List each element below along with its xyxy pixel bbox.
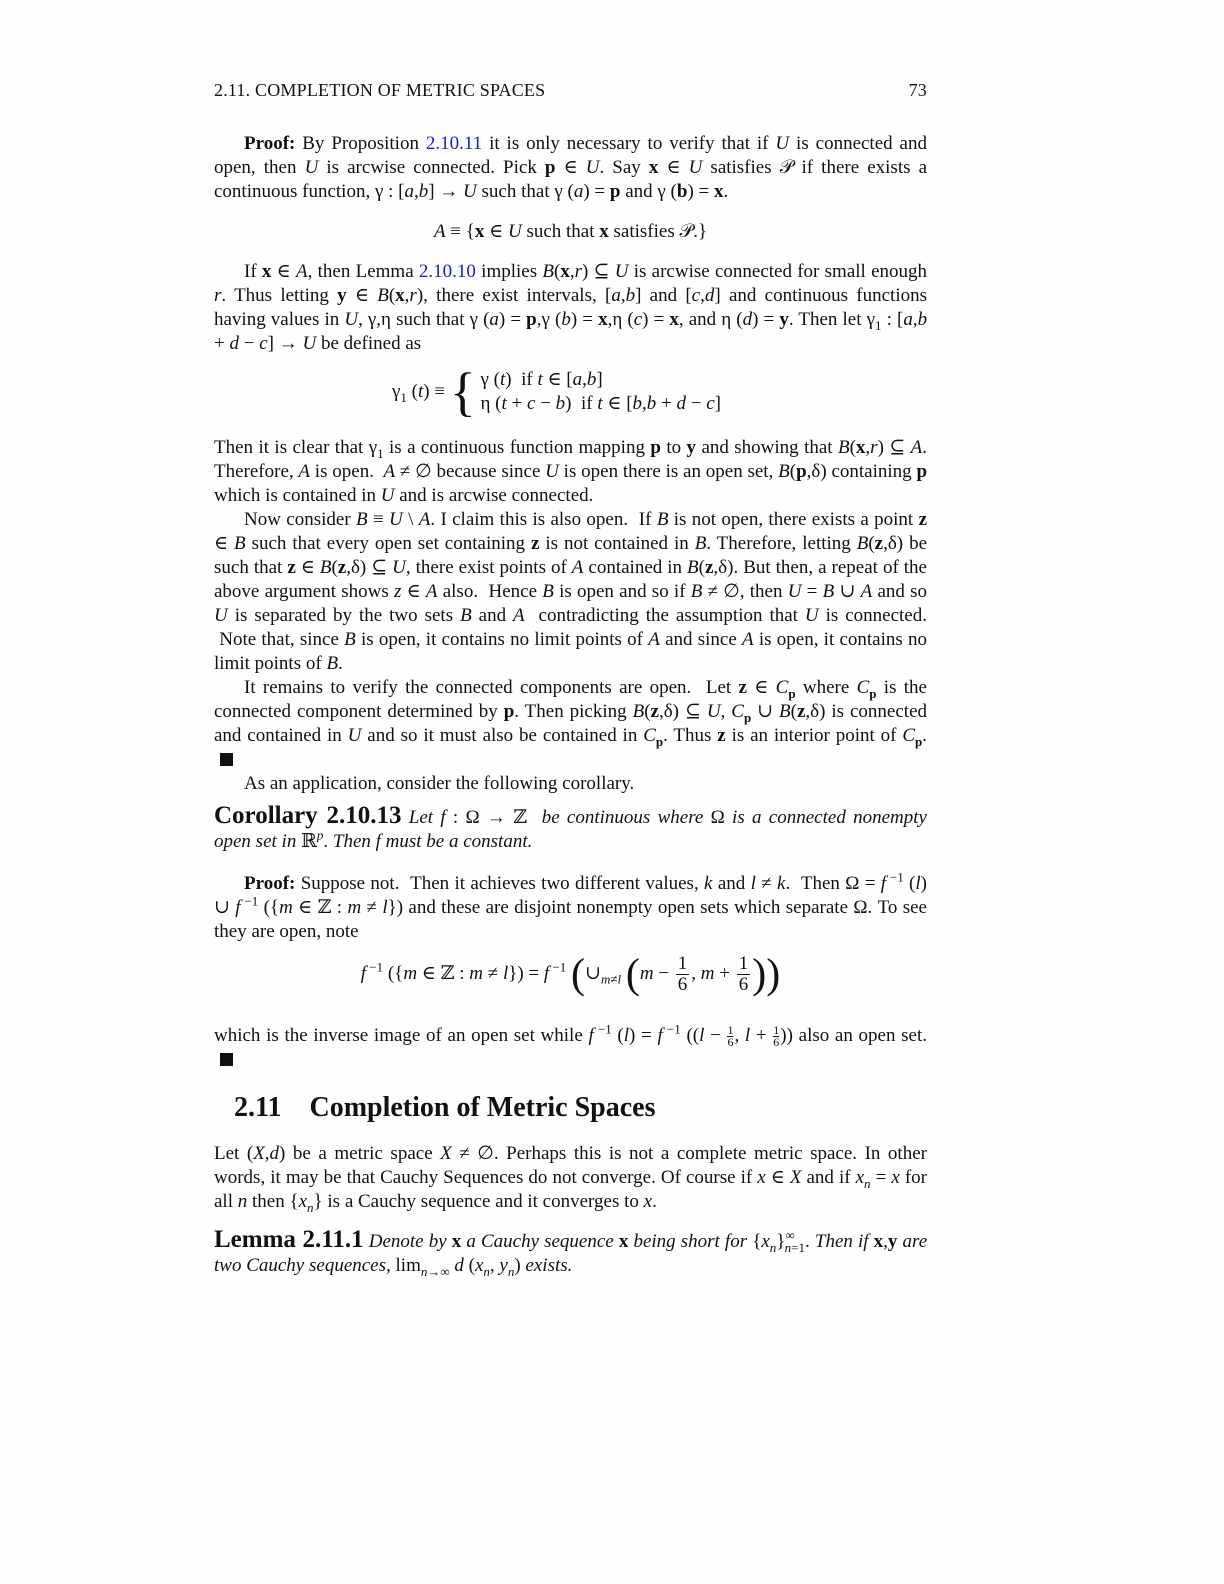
paragraph-lemma-application: If x ∈ A, then Lemma 2.10.10 implies B(x,r) ⊆ U is arcwise connected for small enough r. Thus letting y ∈ B(x,r), there exist intervals, [a,b] and [c,d] and continuous functions having values in U, γ,η such that γ (a) = p,γ (b) = x,η (c) = x, and η (d) = y. Then let $\gamma_1$ : [a,b + d − c] → U be defined as [214,261,928,354]
page-number: 73 [908,80,927,100]
corollary-label: Corollary 2.10.13 [214,802,402,829]
proof-label-2: Proof: [244,873,296,894]
equation-gamma1: $\gamma_1$ (t) ≡ { γ (t) if t ∈ [a,b] η (t + c − b) if t ∈ [b,b + d − c] [392,362,721,422]
section-title: Completion of Metric Spaces [309,1092,656,1123]
qed-square-icon [220,753,233,766]
paragraph-inverse-image: which is the inverse image of an open set while f $^{-1}$ (l) = f $^{-1}$ ((l − $\frac{1}{6}$ , l + $\frac{1}{6}$ )) also an open set. [214,1024,927,1072]
qed-square-icon-2 [220,1053,233,1066]
lemma-label: Lemma 2.11.1 [214,1226,364,1253]
proof-label: Proof: [244,133,296,154]
running-header [214,78,927,102]
paragraph-a-open: Then it is clear that $\gamma_1$ is a continuous function mapping p to y and showing that B(x,r) ⊆ A. Therefore, A is open. A ≠ ∅ because since U is open there is an open set, B(p,δ) containing p which is contained in U and is arcwise connected. Now consider B ≡ U \ A. I claim this is also open. If B is not open, there exists a point z ∈ B such that every open set containing z is not contained in B. Therefore, letting B(z,δ) be such that z ∈ B(z,δ) ⊆ U, there exist points of A contained in B(z,δ). But then, a repeat of the above argument shows z ∈ A also. Hence B is open and so if B ≠ ∅, then U = B ∪ A and so U is separated by the two sets B and A contradicting the assumption that U is connected. Note that, since B is open, it contains no limit points of A and since A is open, it contains no limit points of B. It remains to verify the connected components are open. Let z ∈ $C_p$ where $C_p$ is the connected component determined by p. Then picking B(z,δ) ⊆ U, $C_p$ ∪ B(z,δ) is connected and contained in U and so it must also be contained in $C_p$. Thus z is an interior point of $C_p$. As an application, consider the following corollary. [214,437,928,794]
paragraph-section-intro: Let (X,d) be a metric space X ≠ ∅. Perhaps this is not a complete metric space. In other words, it may be that Cauchy Sequences do not converge. Of course if x ∈ X and if $x_n = x$ for all n then $\{x_n\}$ is a Cauchy sequence and it converges to x. [214,1143,927,1215]
running-title: 2.11. COMPLETION OF METRIC SPACES [214,80,546,100]
equation-preimage: f $^{-1}$ ({m ∈ ℤ : m ≠ l}) = f $^{-1}$ ($\cup_{m\ne l}$ (m − $\frac{1}{6}$ , m + $\frac{1}{6}$ )) [360,951,781,998]
section-number: 2.11 [234,1092,282,1123]
proof-paragraph-1: Proof: By Proposition 2.10.11 it is only necessary to verify that if U is connected and open, then U is arcwise connected. Pick p ∈ U. Say x ∈ U satisfies 𝒫 if there exists a continuous function, γ : [a,b] → U such that γ (a) = p and γ (b) = x. [214,133,928,202]
lemma-block: Lemma 2.11.1 Denote by x a Cauchy sequence x being short for $\{x_n\}^\infty_{n=1}$. Then if x,y are two Cauchy sequences, $\lim_{n\to\infty} d$ ($x_n$, $y_n$) exists. [214,1226,928,1279]
equation-set-a: A ≡ {x ∈ U such that x satisfies 𝒫.} [433,221,708,242]
section-heading [214,1092,927,1132]
ref-proposition-2-10-11[interactable]: 2.10.11 [425,133,483,154]
corollary-block: Corollary 2.10.13 Let f : Ω → ℤ be continuous where Ω is a connected nonempty open set in ℝ$^p$. Then f must be a constant. [214,802,927,852]
ref-lemma-2-10-10[interactable]: 2.10.10 [418,261,476,282]
proof-paragraph-2: Proof: Suppose not. Then it achieves two different values, k and l ≠ k. Then Ω = f $^{-1}$ (l) ∪ f $^{-1}$ ({m ∈ ℤ : m ≠ l}) and these are disjoint nonempty open sets which separate Ω. To see they are open, note [214,869,927,942]
